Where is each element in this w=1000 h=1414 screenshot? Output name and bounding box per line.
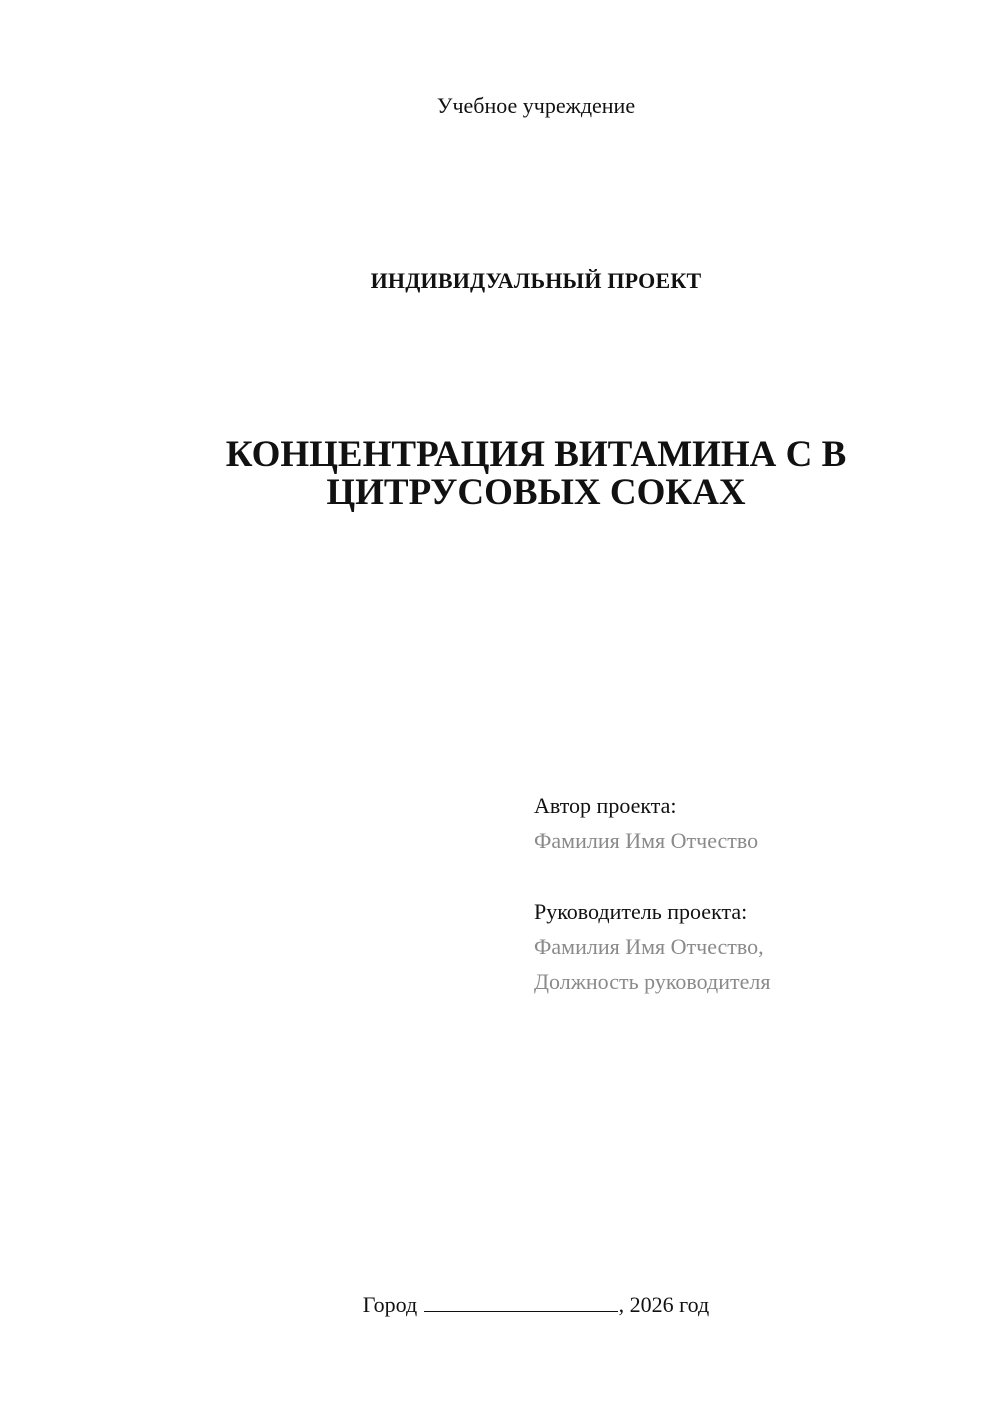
city-blank-line — [424, 1291, 618, 1312]
credits-block — [534, 788, 770, 999]
footer-city-year — [0, 1291, 1000, 1319]
supervisor-name: Фамилия Имя Отчество, — [534, 934, 764, 959]
author-label: Автор проекта: — [534, 793, 677, 818]
project-title-line-1: КОНЦЕНТРАЦИЯ ВИТАМИНА С В — [225, 434, 847, 475]
project-title-line-2: ЦИТРУСОВЫХ СОКАХ — [326, 472, 746, 513]
supervisor-label: Руководитель проекта: — [534, 899, 748, 924]
footer-year: , 2026 год — [618, 1292, 710, 1317]
author-name: Фамилия Имя Отчество — [534, 828, 759, 853]
project-type-heading: ИНДИВИДУАЛЬНЫЙ ПРОЕКТ — [370, 268, 702, 293]
institution-name: Учебное учреждение — [436, 93, 636, 118]
supervisor-position: Должность руководителя — [534, 969, 771, 994]
project-title — [150, 436, 922, 512]
footer-city-label: Город — [362, 1292, 418, 1317]
